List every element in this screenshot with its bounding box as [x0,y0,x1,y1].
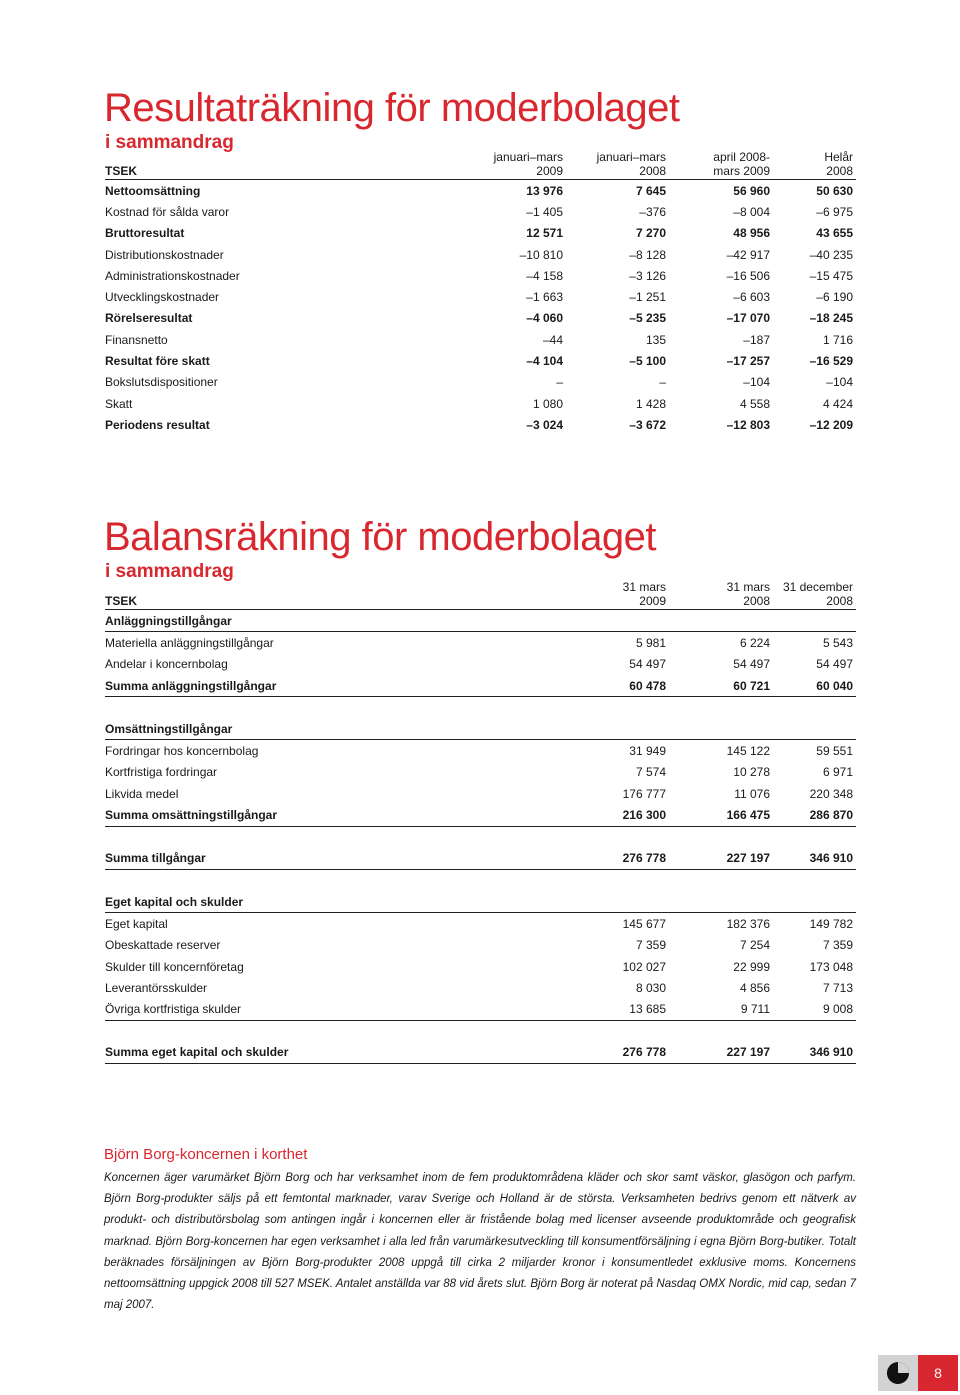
table-row: Resultat före skatt –4 104 –5 100 –17 257 –16 529 [105,354,853,369]
table-row: Rörelseresultat –4 060 –5 235 –17 070 –18 245 [105,311,853,326]
table-row: Eget kapital 145 677 182 376 149 782 [105,916,853,931]
balance-sheet-table [105,580,856,1064]
table-row: Bokslutsdispositioner – – –104 –104 [105,375,853,390]
table-row: Fordringar hos koncernbolag 31 949 145 122 59 551 [105,744,853,759]
company-summary-title: Björn Borg-koncernen i korthet [104,1146,308,1163]
page-footer [878,1355,958,1391]
column-header: april 2008- mars 2009 [669,150,773,180]
section-heading: Omsättningstillgångar [105,718,856,740]
balance-header-row [105,580,856,610]
table-row: Bruttoresultat 12 571 7 270 48 956 43 655 [105,226,853,241]
unit-label: TSEK [105,580,566,610]
income-header-row [105,150,856,180]
section-heading: Anläggningstillgångar [105,610,856,632]
table-row: Likvida medel 176 777 11 076 220 348 [105,786,853,801]
column-header: 31 mars 2008 [669,580,773,610]
table-row: Övriga kortfristiga skulder 13 685 9 711 9 008 [105,998,856,1020]
subtotal-row: Summa anläggningstillgångar 60 478 60 721 60 040 [105,675,856,697]
column-header: januari–mars 2008 [566,150,669,180]
table-row: Distributionskostnader –10 810 –8 128 –42 917 –40 235 [105,247,853,262]
column-header: 31 mars 2009 [566,580,669,610]
column-header: 31 december 2008 [773,580,856,610]
page-number: 8 [918,1355,958,1391]
total-equity-liabilities-row: Summa eget kapital och skulder 276 778 227 197 346 910 [105,1042,856,1064]
balance-sheet-subtitle: i sammandrag [105,561,234,582]
table-row: Kostnad för sålda varor –1 405 –376 –8 004 –6 975 [105,204,853,219]
table-row: Skatt 1 080 1 428 4 558 4 424 [105,396,853,411]
table-row: Andelar i koncernbolag 54 497 54 497 54 497 [105,657,853,672]
column-header: januari–mars 2009 [462,150,566,180]
income-statement-table [105,150,856,436]
unit-label: TSEK [105,150,462,180]
balance-sheet-title: Balansräkning för moderbolaget [104,515,657,559]
table-row: Finansnetto –44 135 –187 1 716 [105,332,853,347]
section-heading: Eget kapital och skulder [105,891,856,913]
column-header: Helår 2008 [773,150,856,180]
total-assets-row: Summa tillgångar 276 778 227 197 346 910 [105,848,856,870]
subtotal-row: Summa omsättningstillgångar 216 300 166 475 286 870 [105,804,856,826]
table-row: Kortfristiga fordringar 7 574 10 278 6 971 [105,765,853,780]
table-row: Obeskattade reserver 7 359 7 254 7 359 [105,938,853,953]
table-row: Nettoomsättning 13 976 7 645 56 960 50 630 [105,183,853,198]
table-row: Utvecklingskostnader –1 663 –1 251 –6 603 –6 190 [105,290,853,305]
table-row: Materiella anläggningstillgångar 5 981 6 224 5 543 [105,635,853,650]
bjorn-borg-logo-icon [878,1355,918,1391]
table-row: Administrationskostnader –4 158 –3 126 –16 506 –15 475 [105,268,853,283]
company-summary-text: Koncernen äger varumärket Björn Borg och har verksamhet inom de fem produktområdena kläder och skor samt väskor, glasögon och parfym. Björn Borg-produkter säljs på ett femtontal marknader, varav Sverige och Holland är de största. Verksamheten bedrivs genom ett nätverk av produkt- och distributörsbolag som antingen ingår i koncernen eller är fristående bolag med licenser avseende produktområde och geografisk marknad. Björn Borg-koncernen har egen verksamhet i alla led från varumärkesutveckling till konsumentförsäljning i egna Björn Borg-butiker. Totalt beräknades försäljningen av Björn Borg-produkter 2008 uppgå till cirka 2 miljarder kronor i konsumentledet exklusive moms. Koncernens nettoomsättning uppgick 2008 till 527 MSEK. Antalet anställda var 88 vid årets slut. Björn Borg är noterat på Nasdaq OMX Nordic, mid cap, sedan 7 maj 2007. [104,1172,856,1312]
table-row: Leverantörsskulder 8 030 4 856 7 713 [105,980,853,995]
income-statement-subtitle: i sammandrag [105,132,234,153]
table-row: Skulder till koncernföretag 102 027 22 999 173 048 [105,959,853,974]
income-statement-title: Resultaträkning för moderbolaget [104,86,680,130]
table-row: Periodens resultat –3 024 –3 672 –12 803 –12 209 [105,417,853,432]
